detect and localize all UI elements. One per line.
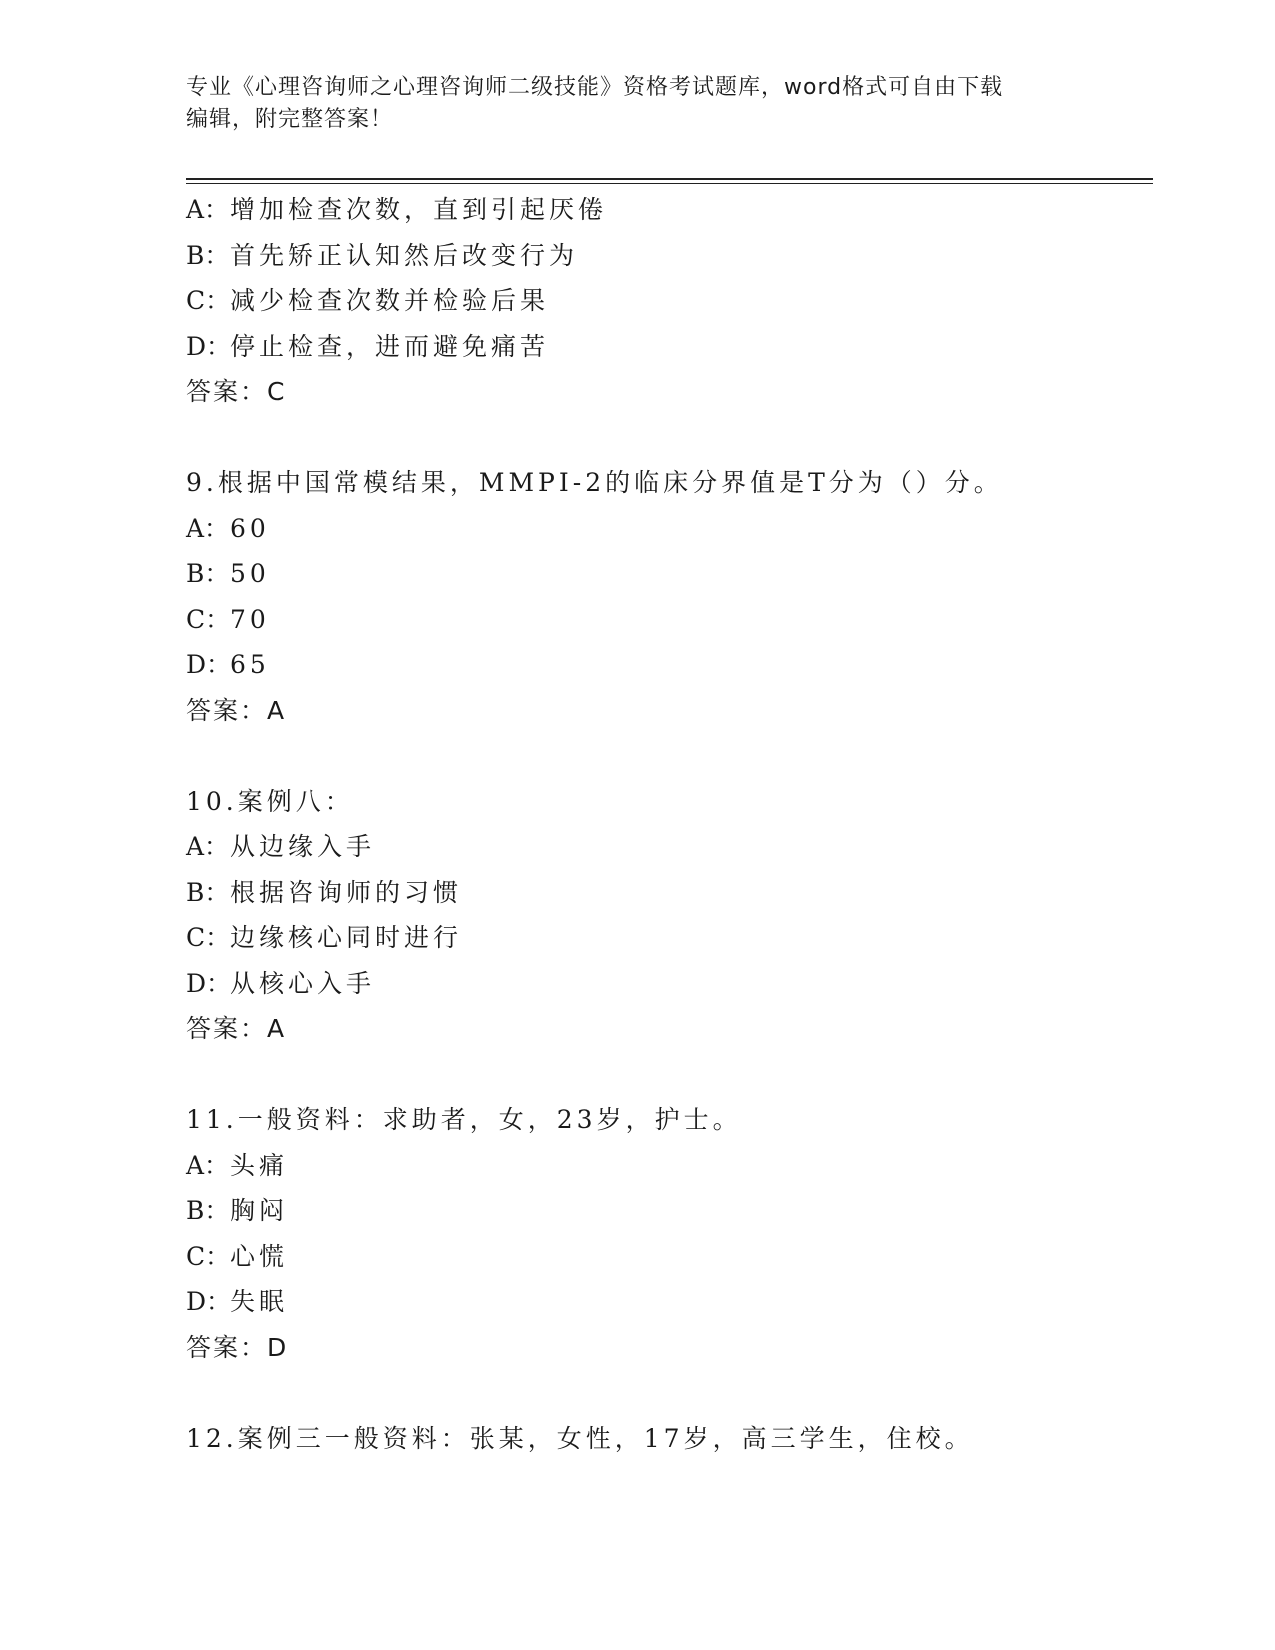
option-key: A： bbox=[186, 513, 230, 543]
spacer bbox=[186, 415, 1153, 461]
header-divider bbox=[186, 178, 1153, 184]
option-d bbox=[186, 961, 1153, 1007]
option-a bbox=[186, 506, 1153, 552]
option-text: 50 bbox=[230, 559, 270, 588]
option-b bbox=[186, 1188, 1153, 1234]
option-key: D： bbox=[186, 968, 232, 998]
option-d bbox=[186, 1279, 1153, 1325]
header-line-1: 专业《心理咨询师之心理咨询师二级技能》资格考试题库，word格式可自由下载 bbox=[186, 75, 1004, 100]
option-c bbox=[186, 1234, 1153, 1280]
option-key: C： bbox=[186, 286, 231, 315]
answer-line: 答案：C bbox=[186, 377, 287, 406]
option-text: 心慌 bbox=[230, 1241, 289, 1271]
option-key: A： bbox=[186, 195, 230, 224]
option-key: D： bbox=[186, 650, 232, 679]
option-text: 边缘核心同时进行 bbox=[230, 923, 463, 952]
answer-line: 答案：D bbox=[186, 1332, 289, 1362]
option-text: 停止检查，进而避免痛苦 bbox=[230, 331, 550, 361]
option-c bbox=[186, 597, 1153, 643]
option-b bbox=[186, 233, 1153, 279]
option-text: 70 bbox=[230, 604, 270, 634]
spacer bbox=[186, 1052, 1153, 1098]
option-key: B： bbox=[186, 559, 230, 588]
option-text: 60 bbox=[230, 513, 270, 543]
option-key: A： bbox=[186, 1150, 230, 1180]
option-text: 头痛 bbox=[230, 1150, 289, 1180]
option-text: 首先矫正认知然后改变行为 bbox=[230, 240, 579, 270]
spacer bbox=[186, 733, 1153, 779]
option-b bbox=[186, 551, 1153, 597]
option-key: B： bbox=[186, 240, 230, 270]
answer-line: 答案：A bbox=[186, 1014, 287, 1043]
option-d bbox=[186, 642, 1153, 688]
option-key: A： bbox=[186, 832, 230, 861]
question-stem: 11.一般资料：求助者，女，23岁，护士。 bbox=[186, 1105, 742, 1134]
question-list bbox=[186, 187, 1153, 1461]
question-stem: 12.案例三一般资料：张某，女性，17岁，高三学生，住校。 bbox=[186, 1423, 974, 1453]
document-header bbox=[186, 72, 1066, 136]
option-c bbox=[186, 278, 1153, 324]
option-c bbox=[186, 915, 1153, 961]
option-key: B： bbox=[186, 877, 230, 907]
option-text: 增加检查次数，直到引起厌倦 bbox=[230, 195, 608, 224]
option-text: 减少检查次数并检验后果 bbox=[230, 286, 550, 315]
question-stem: 9.根据中国常模结果，MMPI-2的临床分界值是T分为（）分。 bbox=[186, 468, 1003, 497]
option-text: 根据咨询师的习惯 bbox=[230, 877, 463, 907]
option-key: D： bbox=[186, 1287, 232, 1316]
option-text: 从核心入手 bbox=[230, 968, 376, 998]
answer-line: 答案：A bbox=[186, 695, 287, 725]
option-key: B： bbox=[186, 1196, 230, 1225]
option-b bbox=[186, 870, 1153, 916]
question-stem: 10.案例八： bbox=[186, 786, 354, 816]
option-d bbox=[186, 324, 1153, 370]
option-key: C： bbox=[186, 604, 231, 634]
option-key: C： bbox=[186, 923, 231, 952]
option-a bbox=[186, 187, 1153, 233]
option-a bbox=[186, 824, 1153, 870]
option-a bbox=[186, 1143, 1153, 1189]
option-key: D： bbox=[186, 331, 232, 361]
spacer bbox=[186, 1370, 1153, 1416]
option-text: 65 bbox=[230, 650, 270, 679]
option-text: 失眠 bbox=[230, 1287, 289, 1316]
option-key: C： bbox=[186, 1241, 231, 1271]
option-text: 从边缘入手 bbox=[230, 832, 376, 861]
header-line-2: 编辑，附完整答案！ bbox=[186, 107, 394, 132]
option-text: 胸闷 bbox=[230, 1196, 289, 1225]
